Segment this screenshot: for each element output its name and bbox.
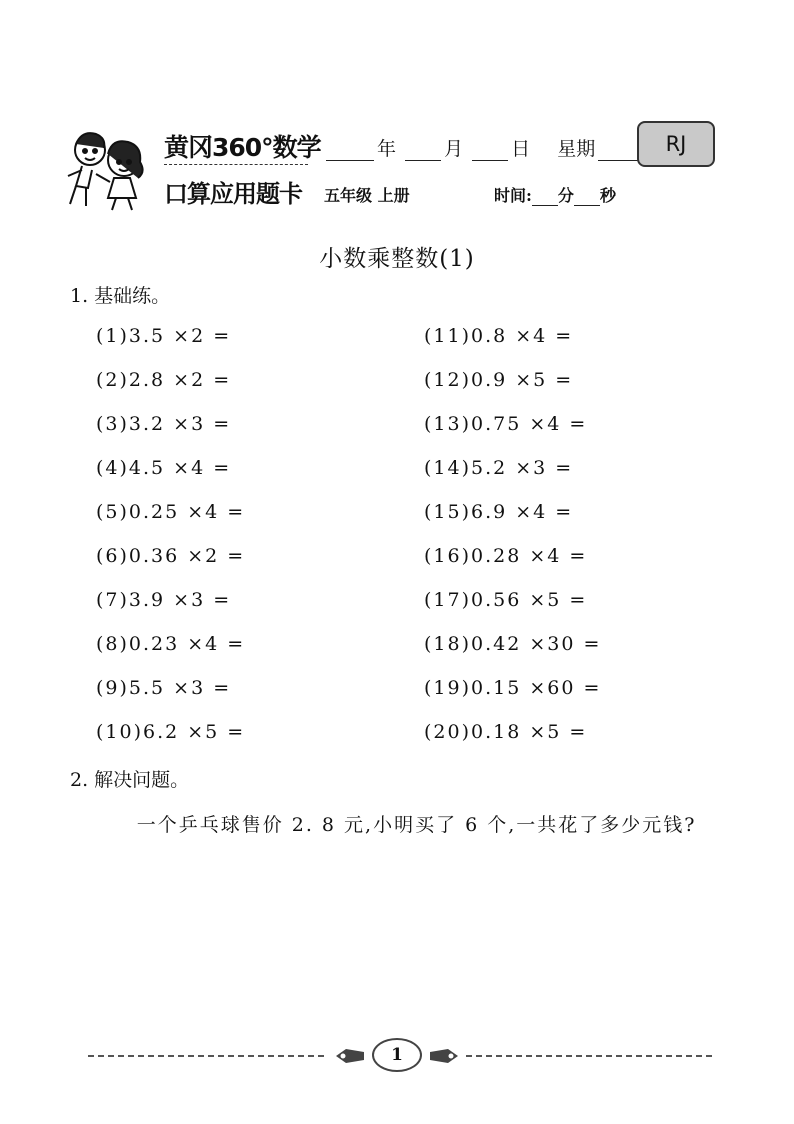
page-footer bbox=[88, 1037, 712, 1077]
weekday-blank bbox=[598, 142, 638, 161]
problem-16: (16)0.28 ×4 = bbox=[424, 545, 588, 567]
footer-ornament-left-icon bbox=[334, 1047, 368, 1065]
problem-9: (9)5.5 ×3 = bbox=[96, 677, 232, 699]
year-blank bbox=[326, 142, 374, 161]
problem-15: (15)6.9 ×4 = bbox=[424, 501, 574, 523]
section-2-heading: 2. 解决问题。 bbox=[70, 769, 190, 791]
second-label: 秒 bbox=[599, 186, 616, 205]
grade-label: 五年级 上册 bbox=[324, 186, 410, 205]
word-problem-text: 一个乒乓球售价 2. 8 元,小明买了 6 个,一共花了多少元钱? bbox=[136, 814, 697, 836]
problem-3: (3)3.2 ×3 = bbox=[96, 413, 232, 435]
problem-4: (4)4.5 ×4 = bbox=[96, 457, 232, 479]
minute-label: 分 bbox=[557, 186, 574, 205]
brand-title: 黄冈360°数学 bbox=[164, 133, 321, 162]
problem-12: (12)0.9 ×5 = bbox=[424, 369, 574, 391]
footer-ornament-right-icon bbox=[426, 1047, 460, 1065]
footer-divider-left bbox=[88, 1055, 324, 1057]
problem-13: (13)0.75 ×4 = bbox=[424, 413, 588, 435]
footer-divider-right bbox=[466, 1055, 712, 1057]
section-1-heading: 1. 基础练。 bbox=[70, 285, 171, 307]
year-label: 年 bbox=[377, 138, 397, 160]
problem-6: (6)0.36 ×2 = bbox=[96, 545, 246, 567]
problem-5: (5)0.25 ×4 = bbox=[96, 501, 246, 523]
problem-2: (2)2.8 ×2 = bbox=[96, 369, 232, 391]
problem-19: (19)0.15 ×60 = bbox=[424, 677, 602, 699]
problem-1: (1)3.5 ×2 = bbox=[96, 325, 232, 347]
month-blank bbox=[405, 142, 441, 161]
time-row bbox=[494, 183, 616, 206]
time-label: 时间: bbox=[494, 186, 532, 205]
page-title: 小数乘整数(1) bbox=[319, 246, 475, 272]
day-blank bbox=[472, 142, 508, 161]
problem-10: (10)6.2 ×5 = bbox=[96, 721, 246, 743]
second-blank bbox=[574, 190, 600, 206]
problem-17: (17)0.56 ×5 = bbox=[424, 589, 588, 611]
date-row bbox=[326, 134, 638, 160]
edition-badge: RJ bbox=[637, 121, 715, 167]
logo-children-illustration bbox=[62, 124, 158, 214]
day-label: 日 bbox=[511, 138, 531, 160]
minute-blank bbox=[532, 190, 558, 206]
month-label: 月 bbox=[444, 138, 464, 160]
brand-divider bbox=[164, 164, 308, 165]
brand-subtitle: 口算应用题卡 bbox=[164, 180, 302, 208]
problem-18: (18)0.42 ×30 = bbox=[424, 633, 602, 655]
problem-8: (8)0.23 ×4 = bbox=[96, 633, 246, 655]
weekday-label: 星期 bbox=[557, 138, 596, 160]
problem-20: (20)0.18 ×5 = bbox=[424, 721, 588, 743]
problem-14: (14)5.2 ×3 = bbox=[424, 457, 574, 479]
problem-11: (11)0.8 ×4 = bbox=[424, 325, 574, 347]
page-number: 1 bbox=[372, 1038, 422, 1072]
problem-7: (7)3.9 ×3 = bbox=[96, 589, 232, 611]
